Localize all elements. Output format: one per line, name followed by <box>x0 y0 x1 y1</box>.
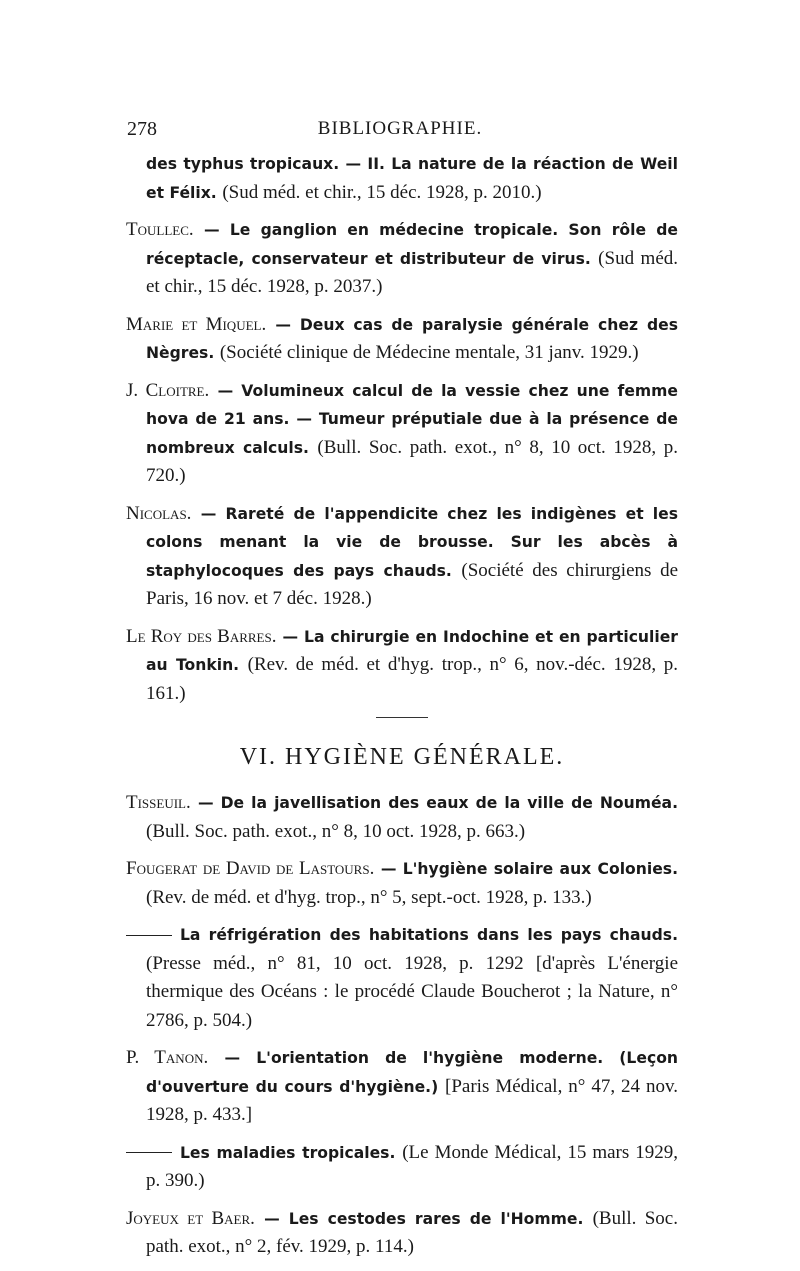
entry-author: Joyeux et Baer. <box>126 1207 255 1229</box>
bibliography-list-hygiene <box>126 789 678 1262</box>
entry-title: — Le ganglion en médecine tropicale. Son rôle de réceptacle, conservateur et distributeur de virus. <box>146 221 678 268</box>
entry-source: (Le Monde Médical, 15 mars 1929, p. 390.) <box>146 1141 678 1191</box>
entry-source: (Bull. Soc. path. exot., n° 8, 10 oct. 1928, p. 663.) <box>146 820 526 842</box>
entry-source: [Paris Médical, n° 47, 24 nov. 1928, p. 433.] <box>146 1075 678 1125</box>
entry-title: — Deux cas de paralysie générale chez des Nègres. <box>146 315 678 362</box>
entry-author: Fougerat de David de Lastours. <box>126 858 375 879</box>
bibliography-entry <box>126 1044 678 1130</box>
entry-source: (Rev. de méd. et d'hyg. trop., n° 6, nov.-déc. 1928, p. 161.) <box>146 654 678 704</box>
entry-author: Le Roy des Barres. <box>126 625 277 647</box>
entry-source: (Rev. de méd. et d'hyg. trop., n° 5, sept.-oct. 1928, p. 133.) <box>146 886 592 908</box>
entry-author: Nicolas. <box>126 502 192 524</box>
entry-source: (Société des chirurgiens de Paris, 16 nov. et 7 déc. 1928.) <box>146 559 679 609</box>
bibliography-body <box>126 150 678 1271</box>
bibliography-entry <box>126 216 678 302</box>
bibliography-entry <box>126 789 678 846</box>
page-number: 278 <box>127 118 157 140</box>
bibliography-entry <box>126 1139 678 1196</box>
entry-title: La réfrigération des habitations dans les pays chauds. <box>180 926 678 944</box>
entry-title: des typhus tropicaux. — II. La nature de la réaction de Weil et Félix. <box>146 155 678 202</box>
entry-source: (Société clinique de Médecine mentale, 31 janv. 1929.) <box>219 342 639 363</box>
entry-author: Tisseuil. <box>126 792 191 813</box>
running-title: BIBLIOGRAPHIE. <box>317 118 483 139</box>
bibliography-entry <box>126 921 678 1035</box>
entry-source: (Bull. Soc. path. exot., n° 8, 10 oct. 1928, p. 720.) <box>146 436 678 486</box>
entry-author: Toullec. <box>126 219 194 240</box>
entry-author: P. Tanon. <box>126 1047 209 1068</box>
entry-title: — Les cestodes rares de l'Homme. <box>264 1209 584 1228</box>
entry-title: — L'hygiène solaire aux Colonies. <box>380 860 678 878</box>
bibliography-entry <box>126 623 678 709</box>
entry-title: — Rareté de l'appendicite chez les indigènes et les colons menant la vie de brousse. Sur les abcès à staphylocoques des pays chauds. <box>146 504 679 580</box>
entry-source: (Presse méd., n° 81, 10 oct. 1928, p. 1292 [d'après L'énergie thermique des Océans : le procédé Claude Boucherot ; la Nature, n° 2786, p. 504.) <box>146 952 678 1031</box>
entry-title: — De la javellisation des eaux de la ville de Nouméa. <box>197 794 679 812</box>
entry-source: (Sud méd. et chir., 15 déc. 1928, p. 2037.) <box>146 247 679 297</box>
entry-author: J. Cloitre. <box>126 379 210 401</box>
entry-title: — Volumineux calcul de la vessie chez une femme hova de 21 ans. — Tumeur préputiale due à la présence de nombreux calculs. <box>146 381 678 457</box>
ditto-dash <box>126 935 172 936</box>
bibliography-list <box>126 150 678 708</box>
entry-source: (Sud méd. et chir., 15 déc. 1928, p. 2010.) <box>222 181 542 203</box>
section-title: VI. HYGIÈNE GÉNÉRALE. <box>239 744 565 770</box>
page-header <box>127 118 673 148</box>
entry-title: Les maladies tropicales. <box>180 1143 396 1162</box>
entry-source: (Bull. Soc. path. exot., n° 2, fév. 1929, p. 114.) <box>146 1207 678 1257</box>
bibliography-entry <box>126 311 678 368</box>
bibliography-entry <box>126 855 678 912</box>
entry-title: — La chirurgie en Indochine et en particulier au Tonkin. <box>146 627 678 674</box>
entry-author: Marie et Miquel. <box>126 313 267 335</box>
section-divider <box>376 717 428 718</box>
bibliography-entry <box>126 500 678 614</box>
bibliography-entry <box>126 1205 678 1262</box>
entry-title: — L'orientation de l'hygiène moderne. (Leçon d'ouverture du cours d'hygiène.) <box>146 1049 679 1096</box>
ditto-dash <box>126 1152 172 1153</box>
bibliography-entry <box>126 377 678 491</box>
bibliography-entry <box>126 150 678 207</box>
